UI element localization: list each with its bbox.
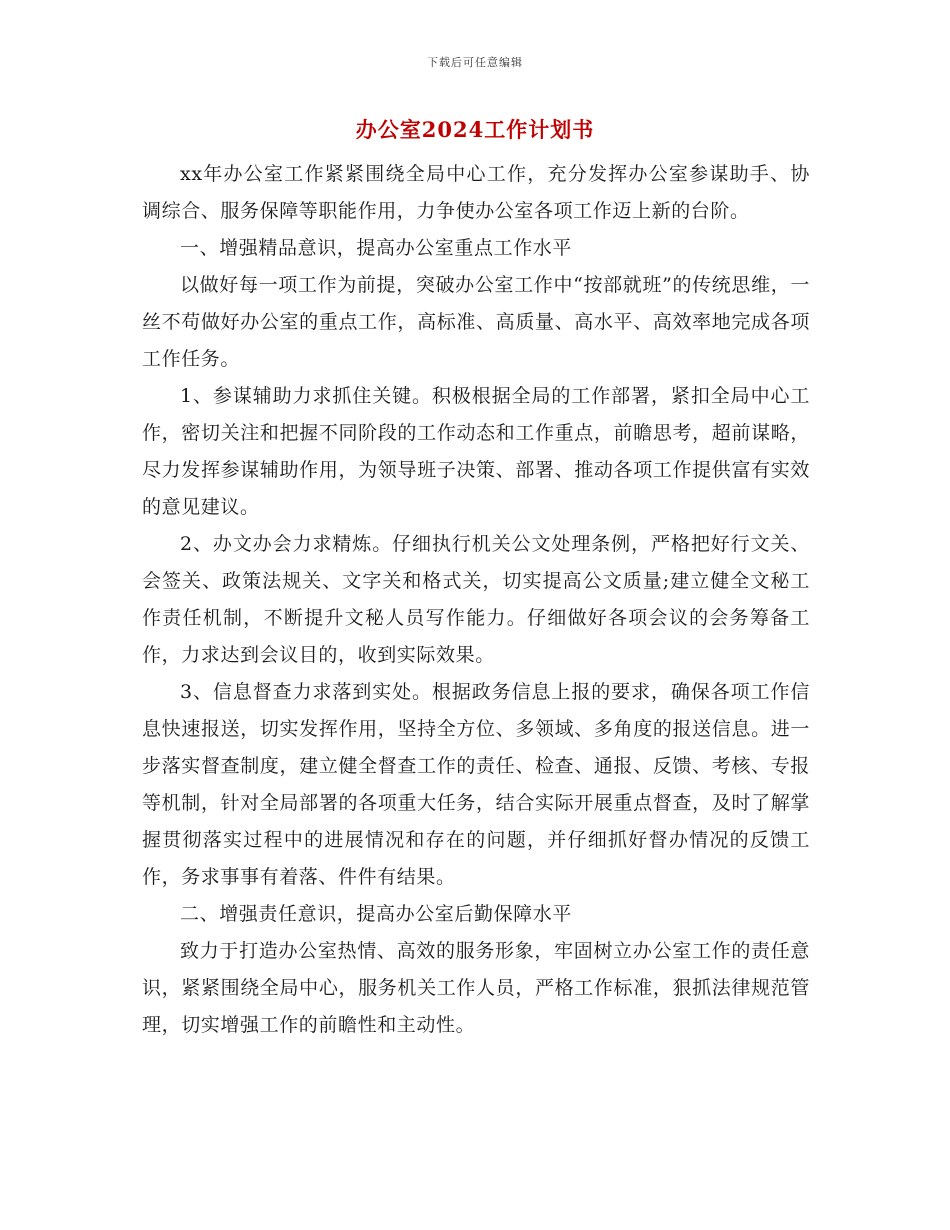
paragraph-item-3: 3、信息督查力求落到实处。根据政务信息上报的要求，确保各项工作信息快速报送，切实发挥作用，坚持全方位、多领域、多角度的报送信息。进一步落实督查制度，建立健全督查工作的责任、检查、通报、反馈、考核、专报等机制，针对全局部署的各项重大任务，结合实际开展重点督查，及时了解掌握贯彻落实过程中的进展情况和存在的问题，并仔细抓好督办情况的反馈工作，务求事事有着落、件件有结果。 [142,681,810,888]
paragraph-intro: xx年办公室工作紧紧围绕全局中心工作，充分发挥办公室参谋助手、协调综合、服务保障等职能作用，力争使办公室各项工作迈上新的台阶。 [142,163,810,222]
document-body [142,156,810,1044]
header-note: 下载后可任意编辑 [427,56,523,69]
paragraph-section-1: 以做好每一项工作为前提，突破办公室工作中“按部就班”的传统思维，一丝不苟做好办公室的重点工作，高标准、高质量、高水平、高效率地完成各项工作任务。 [142,274,810,370]
section-heading-1: 一、增强精品意识，提高办公室重点工作水平 [180,237,573,259]
paragraph-item-2: 2、办文办会力求精炼。仔细执行机关公文处理条例，严格把好行文关、会签关、政策法规关、文字关和格式关，切实提高公文质量;建立健全文秘工作责任机制，不断提升文秘人员写作能力。仔细做好各项会议的会务筹备工作，力求达到会议目的，收到实际效果。 [142,533,810,666]
document-title: 办公室2024工作计划书 [355,117,595,142]
paragraph-section-2: 致力于打造办公室热情、高效的服务形象，牢固树立办公室工作的责任意识，紧紧围绕全局中心，服务机关工作人员，严格工作标准，狠抓法律规范管理，切实增强工作的前瞻性和主动性。 [142,940,810,1036]
paragraph-item-1: 1、参谋辅助力求抓住关键。积极根据全局的工作部署，紧扣全局中心工作，密切关注和把握不同阶段的工作动态和工作重点，前瞻思考，超前谋略，尽力发挥参谋辅助作用，为领导班子决策、部署、推动各项工作提供富有实效的意见建议。 [142,385,810,518]
section-heading-2: 二、增强责任意识，提高办公室后勤保障水平 [180,903,573,925]
